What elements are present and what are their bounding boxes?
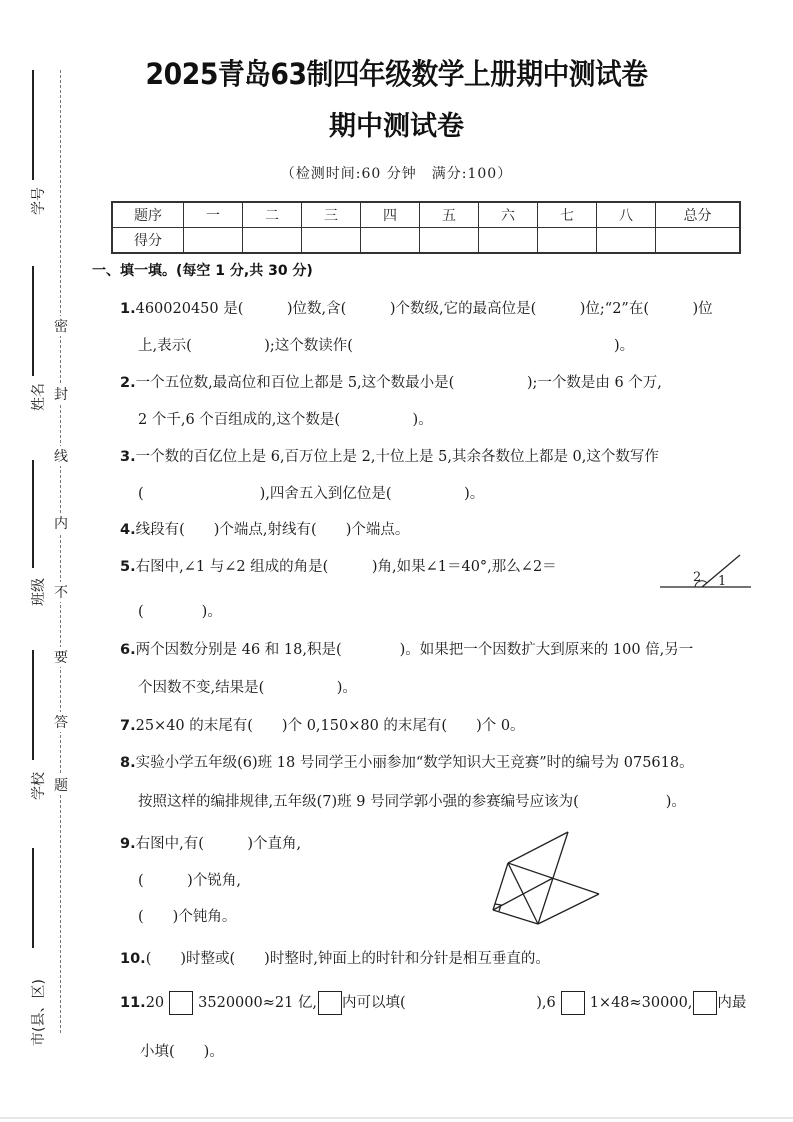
question-text: 3520000≈21 亿, — [198, 995, 318, 1011]
question-1 — [120, 297, 713, 318]
question-4 — [120, 518, 409, 539]
question-number: 6. — [120, 642, 136, 658]
score-input-cell[interactable] — [302, 228, 361, 254]
seal-char: 密 — [52, 316, 70, 336]
total-score-cell[interactable] — [656, 228, 741, 254]
question-11-cont: 小填( )。 — [140, 1044, 224, 1060]
question-2 — [120, 371, 662, 392]
seal-char: 不 — [52, 582, 70, 602]
question-number: 9. — [120, 836, 136, 852]
question-text: 线段有( )个端点,射线有( )个端点。 — [135, 522, 410, 538]
question-3-cont: ( ),四舍五入到亿位是( )。 — [138, 486, 485, 502]
seal-dashed-line — [60, 70, 61, 1033]
page-bottom-edge — [0, 1117, 793, 1119]
question-number: 4. — [120, 522, 136, 538]
cell-section: 三 — [302, 202, 361, 228]
question-text: 一个五位数,最高位和百位上都是 5,这个数最小是( );一个数是由 6 个万, — [135, 375, 662, 391]
question-1-cont: 上,表示( );这个数读作( )。 — [138, 338, 635, 354]
question-text: 20 — [145, 995, 165, 1011]
score-table-header-row — [112, 202, 740, 228]
score-input-cell[interactable] — [538, 228, 597, 254]
answer-box[interactable] — [318, 991, 342, 1015]
field-student-id: 学号 — [31, 187, 47, 215]
answer-box[interactable] — [561, 991, 585, 1015]
question-text: 内可以填( ),6 — [342, 995, 556, 1011]
question-number: 10. — [120, 951, 146, 967]
question-text: 25×40 的末尾有( )个 0,150×80 的末尾有( )个 0。 — [135, 718, 525, 734]
question-number: 5. — [120, 559, 136, 575]
question-9-cont-2: ( )个钝角。 — [138, 909, 237, 925]
question-text: 实验小学五年级(6)班 18 号同学王小丽参加“数学知识大王竞赛”时的编号为 075618。 — [135, 755, 694, 771]
question-10 — [120, 947, 550, 968]
field-class: 班级 — [31, 578, 47, 606]
question-9 — [120, 832, 301, 853]
question-number: 11. — [120, 995, 146, 1011]
score-input-cell[interactable] — [597, 228, 656, 254]
field-school: 学校 — [31, 772, 47, 800]
angles-figure — [480, 825, 610, 930]
cell-section: 六 — [479, 202, 538, 228]
score-table-score-row — [112, 228, 740, 254]
binding-line-5 — [32, 848, 34, 948]
question-9-cont-1: ( )个锐角, — [138, 873, 241, 889]
binding-line-3 — [32, 460, 34, 568]
score-input-cell[interactable] — [361, 228, 420, 254]
cell-label: 题序 — [112, 202, 184, 228]
cell-section: 四 — [361, 202, 420, 228]
question-number: 7. — [120, 718, 136, 734]
field-city-district: 市(县、区) — [31, 979, 47, 1046]
question-number: 3. — [120, 449, 136, 465]
seal-char: 内 — [52, 513, 70, 533]
question-text: 右图中,∠1 与∠2 组成的角是( )角,如果∠1＝40°,那么∠2＝ — [135, 559, 557, 575]
cell-section: 八 — [597, 202, 656, 228]
seal-char: 题 — [52, 775, 70, 795]
question-6-cont: 个因数不变,结果是( )。 — [138, 680, 357, 696]
binding-line-2 — [32, 266, 34, 376]
binding-line-4 — [32, 650, 34, 760]
question-text: 右图中,有( )个直角, — [135, 836, 302, 852]
question-2-cont: 2 个千,6 个百组成的,这个数是( )。 — [138, 412, 433, 428]
question-3 — [120, 445, 659, 466]
answer-box[interactable] — [693, 991, 717, 1015]
seal-char: 要 — [52, 647, 70, 667]
section-heading: 一、填一填。(每空 1 分,共 30 分) — [92, 263, 313, 279]
exam-meta: （检测时间:60 分钟 满分:100） — [280, 166, 513, 182]
question-text: 两个因数分别是 46 和 18,积是( )。如果把一个因数扩大到原来的 100 倍,另一 — [135, 642, 694, 658]
cell-section: 五 — [420, 202, 479, 228]
question-8 — [120, 751, 694, 772]
seal-char: 答 — [52, 712, 70, 732]
seal-char: 封 — [52, 384, 70, 404]
question-5 — [120, 555, 557, 576]
question-8-cont: 按照这样的编排规律,五年级(7)班 9 号同学郭小强的参赛编号应该为( )。 — [138, 794, 686, 810]
score-input-cell[interactable] — [479, 228, 538, 254]
answer-box[interactable] — [169, 991, 193, 1015]
cell-section: 一 — [184, 202, 243, 228]
exam-subtitle: 期中测试卷 — [329, 111, 464, 142]
score-input-cell[interactable] — [243, 228, 302, 254]
question-number: 2. — [120, 375, 136, 391]
cell-label: 得分 — [112, 228, 184, 254]
question-text: 460020450 是( )位数,含( )个数级,它的最高位是( )位;“2”在( )位 — [135, 301, 713, 317]
cell-section: 七 — [538, 202, 597, 228]
question-number: 8. — [120, 755, 136, 771]
field-name: 姓名 — [31, 383, 47, 411]
angle-2-label: 2 — [693, 570, 702, 585]
question-5-cont: ( )。 — [138, 604, 222, 620]
score-input-cell[interactable] — [184, 228, 243, 254]
angle-diagram — [655, 550, 755, 595]
angle-1-label: 1 — [718, 574, 727, 589]
cell-total: 总分 — [656, 202, 741, 228]
question-text: 一个数的百亿位上是 6,百万位上是 2,十位上是 5,其余各数位上都是 0,这个数写作 — [135, 449, 659, 465]
question-text: 内最 — [717, 995, 747, 1011]
question-7 — [120, 714, 525, 735]
question-11 — [120, 991, 746, 1015]
exam-title: 2025青岛63制四年级数学上册期中测试卷 — [145, 57, 648, 91]
score-table — [111, 201, 741, 254]
score-input-cell[interactable] — [420, 228, 479, 254]
question-number: 1. — [120, 301, 136, 317]
question-text: 1×48≈30000, — [589, 995, 693, 1011]
cell-section: 二 — [243, 202, 302, 228]
question-text: ( )时整或( )时整时,钟面上的时针和分针是相互垂直的。 — [145, 951, 550, 967]
question-6 — [120, 638, 693, 659]
seal-char: 线 — [52, 446, 70, 466]
